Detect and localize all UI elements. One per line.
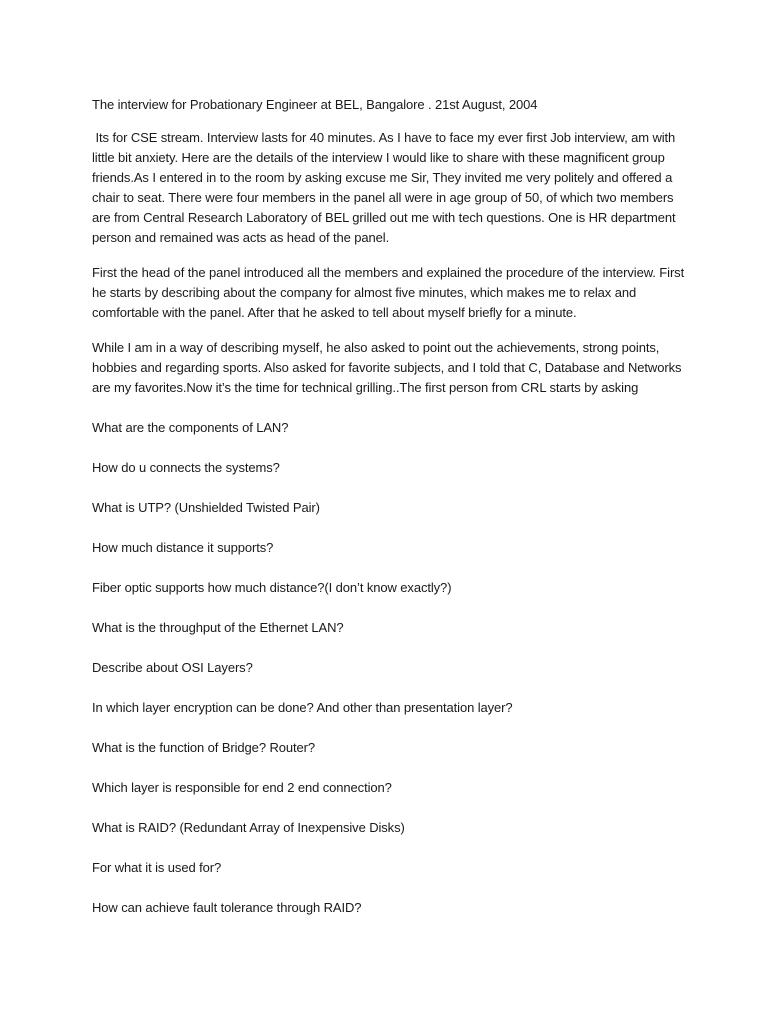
paragraph-self-description: While I am in a way of describing myself, he also asked to point out the achievements, strong points, hobbies and regarding sports. Also asked for favorite subjects, and I told that C, Database and Networks are my favorites.Now it’s the time for technical grilling..The first person from CRL starts by asking (92, 340, 682, 395)
question-item: Fiber optic supports how much distance?(I don’t know exactly?) (92, 580, 452, 595)
paragraph-panel-introduction: First the head of the panel introduced all the members and explained the procedure of the interview. First he starts by describing about the company for almost five minutes, which makes me to relax and comfortable with the panel. After that he asked to tell about myself briefly for a minute. (92, 265, 685, 320)
document-title: The interview for Probationary Engineer at BEL, Bangalore . 21st August, 2004 (92, 97, 538, 112)
question-item: In which layer encryption can be done? And other than presentation layer? (92, 700, 513, 715)
question-item: What is RAID? (Redundant Array of Inexpensive Disks) (92, 820, 405, 835)
question-item: How can achieve fault tolerance through RAID? (92, 900, 362, 915)
question-item: For what it is used for? (92, 860, 222, 875)
paragraph-intro: Its for CSE stream. Interview lasts for 40 minutes. As I have to face my ever first Job interview, am with little bit anxiety. Here are the details of the interview I would like to share with these magnificent group friends.As I entered in to the room by asking excuse me Sir, They invited me very politely and offered a chair to seat. There were four members in the panel all were in age group of 50, of which two members are from Central Research Laboratory of BEL grilled out me with tech questions. One is HR department person and remained was acts as head of the panel. (92, 130, 679, 245)
question-item: Describe about OSI Layers? (92, 660, 253, 675)
question-item: What is the throughput of the Ethernet LAN? (92, 620, 344, 635)
question-item: What is UTP? (Unshielded Twisted Pair) (92, 500, 320, 515)
document-body (92, 95, 692, 938)
question-item: What is the function of Bridge? Router? (92, 740, 316, 755)
question-item: What are the components of LAN? (92, 420, 289, 435)
question-item: How do u connects the systems? (92, 460, 280, 475)
question-item: Which layer is responsible for end 2 end connection? (92, 780, 392, 795)
question-item: How much distance it supports? (92, 540, 274, 555)
